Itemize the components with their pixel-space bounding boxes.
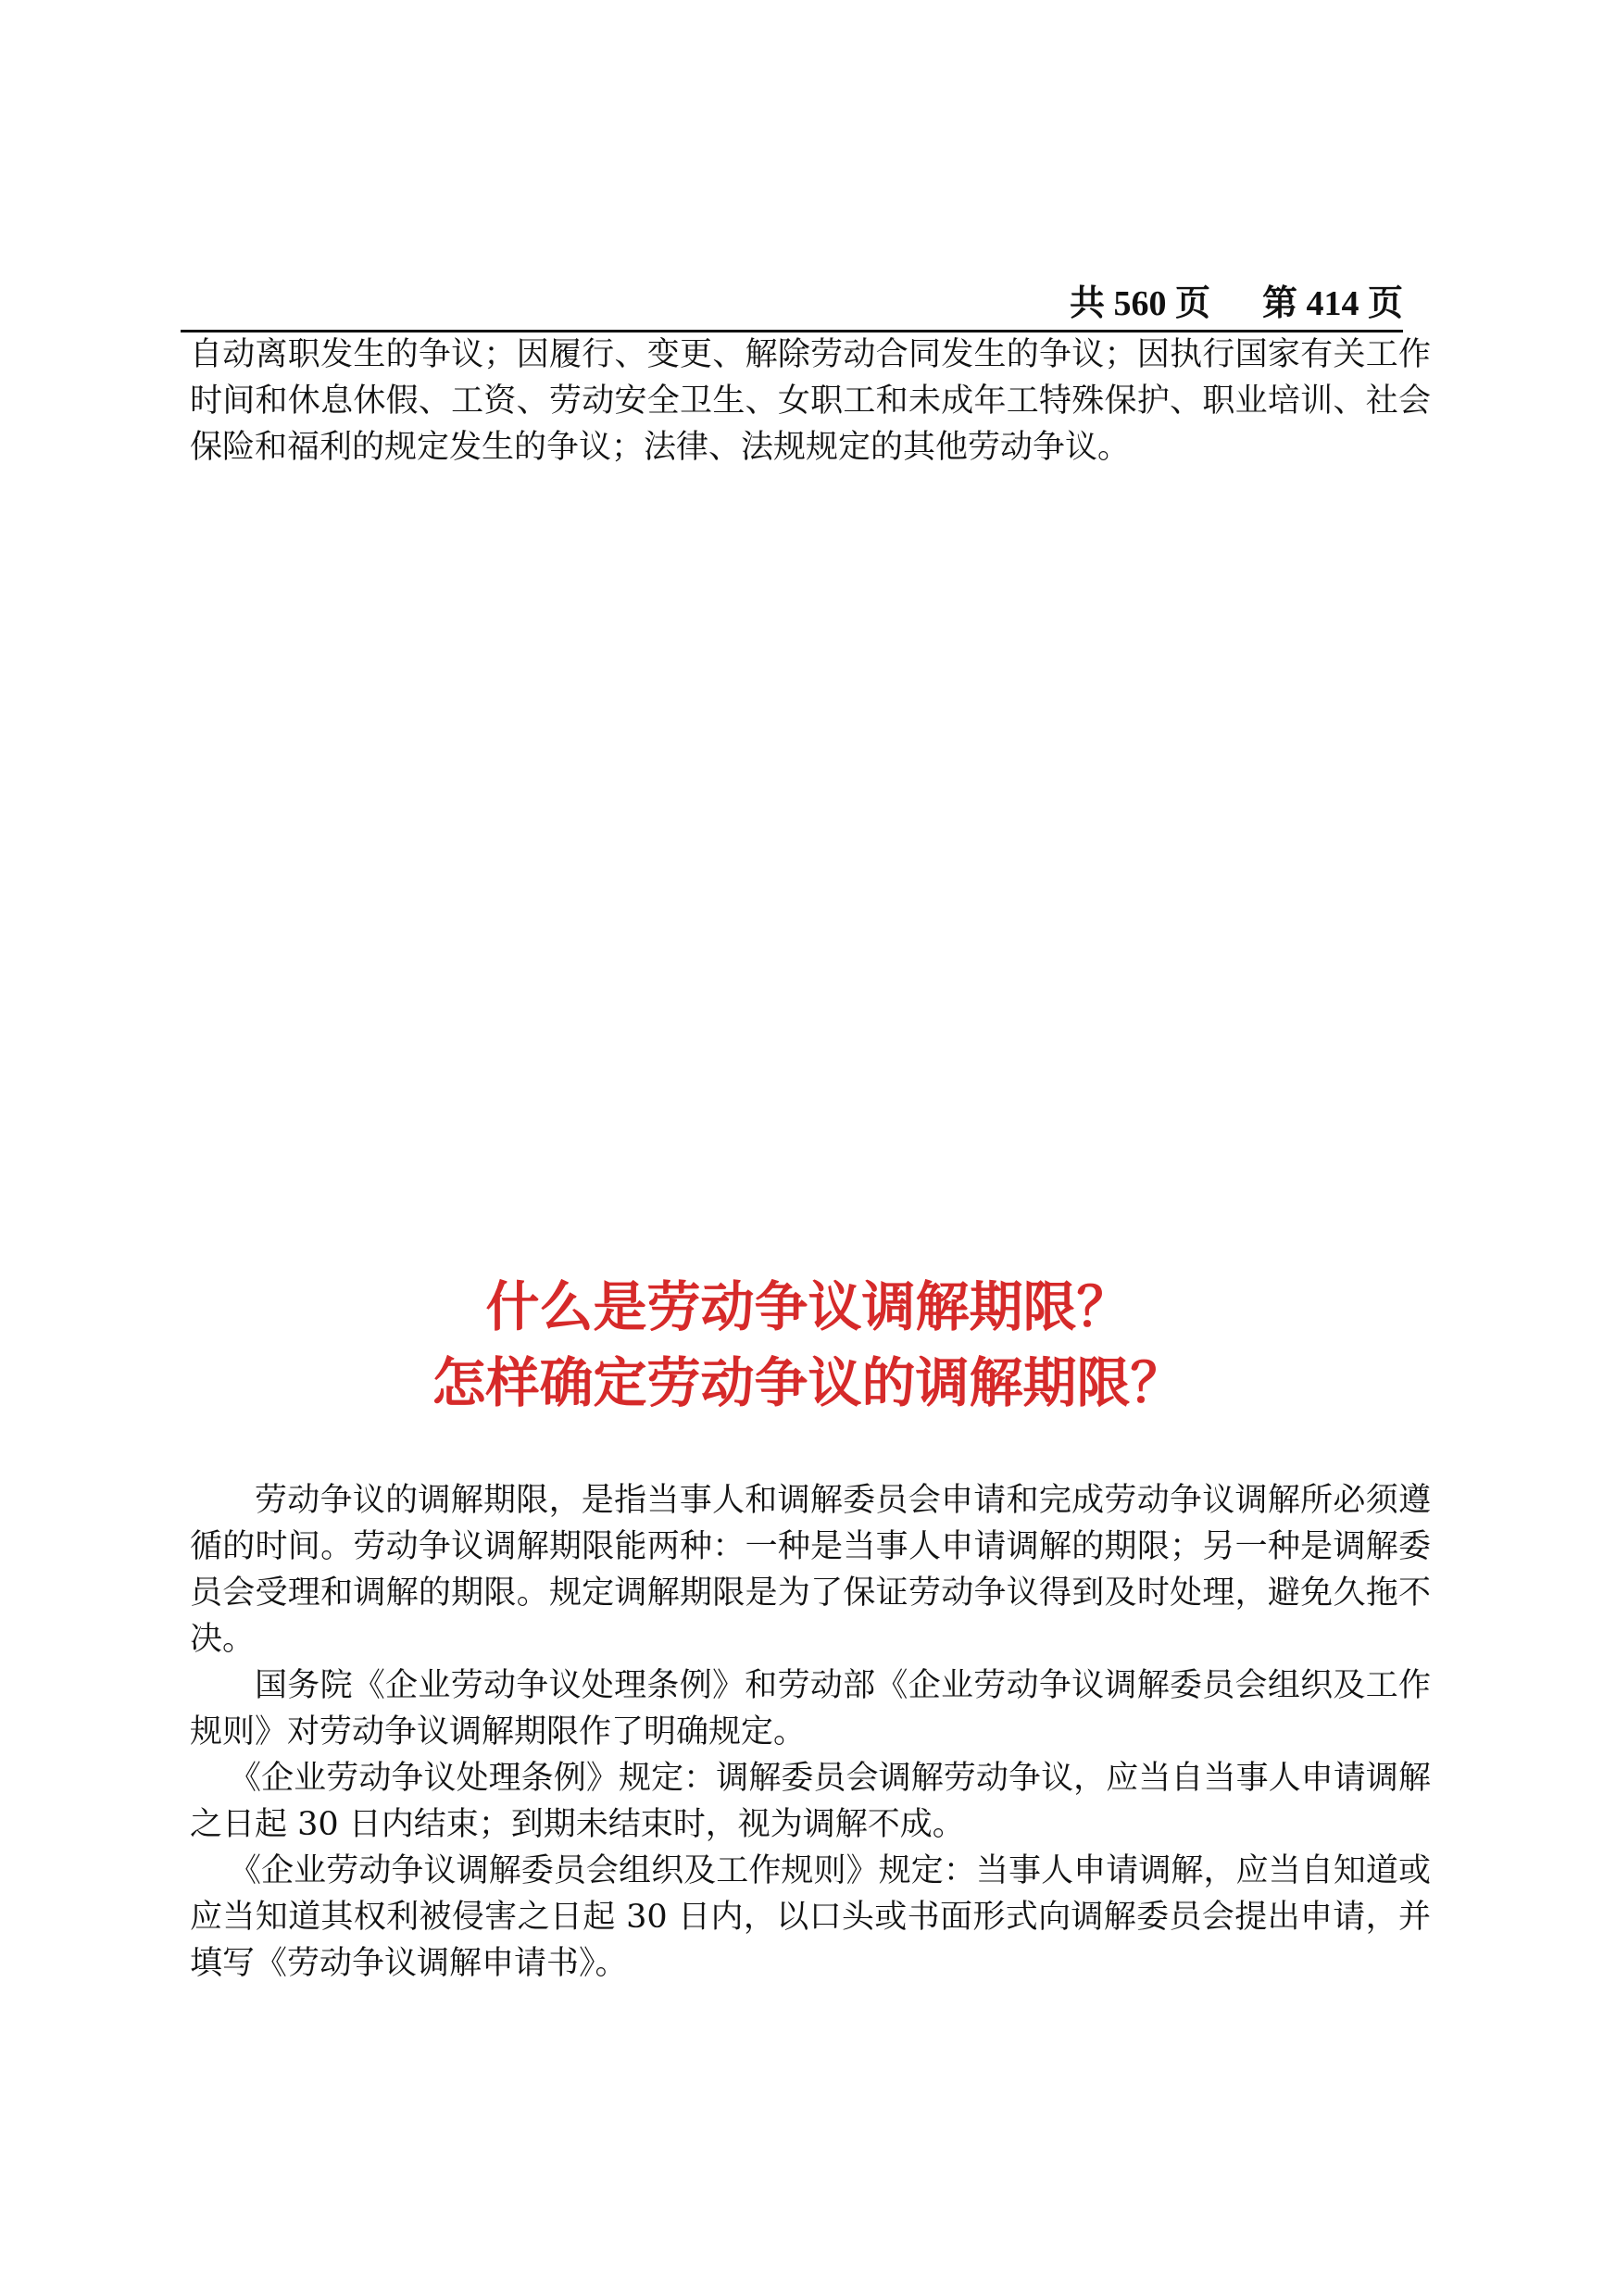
article-paragraph-3: 《企业劳动争议处理条例》规定：调解委员会调解劳动争议，应当自当事人申请调解之日起 30 日内结束；到期未结束时，视为调解不成。 — [190, 1760, 1431, 1843]
article-paragraph-4: 《企业劳动争议调解委员会组织及工作规则》规定：当事人申请调解，应当自知道或应当知道其权利被侵害之日起 30 日内，以口头或书面形式向调解委员会提出申请，并填写《劳动争议调解申请书》。 — [190, 1852, 1431, 1982]
article-paragraph-1: 劳动争议的调解期限，是指当事人和调解委员会申请和完成劳动争议调解所必须遵循的时间。劳动争议调解期限能两种：一种是当事人申请调解的期限；另一种是调解委员会受理和调解的期限。规定调解期限是为了保证劳动争议得到及时处理，避免久拖不决。 — [190, 1482, 1431, 1658]
article-title — [0, 1269, 1616, 1421]
page-count — [1070, 282, 1403, 326]
current-page: 第 414 页 — [1261, 284, 1403, 323]
article-title-line-1: 什么是劳动争议调解期限？ — [485, 1275, 1131, 1338]
article-body — [190, 1477, 1431, 1987]
page-header — [181, 278, 1403, 332]
total-pages: 共 560 页 — [1069, 284, 1210, 323]
continuation-paragraph: 自动离职发生的争议；因履行、变更、解除劳动合同发生的争议；因执行国家有关工作时间和休息休假、工资、劳动安全卫生、女职工和未成年工特殊保护、职业培训、社会保险和福利的规定发生的争议；法律、法规规定的其他劳动争议。 — [190, 336, 1431, 466]
article-title-line-2: 怎样确定劳动争议的调解期限？ — [432, 1351, 1184, 1414]
article-paragraph-2: 国务院《企业劳动争议处理条例》和劳动部《企业劳动争议调解委员会组织及工作规则》对劳动争议调解期限作了明确规定。 — [190, 1667, 1431, 1750]
